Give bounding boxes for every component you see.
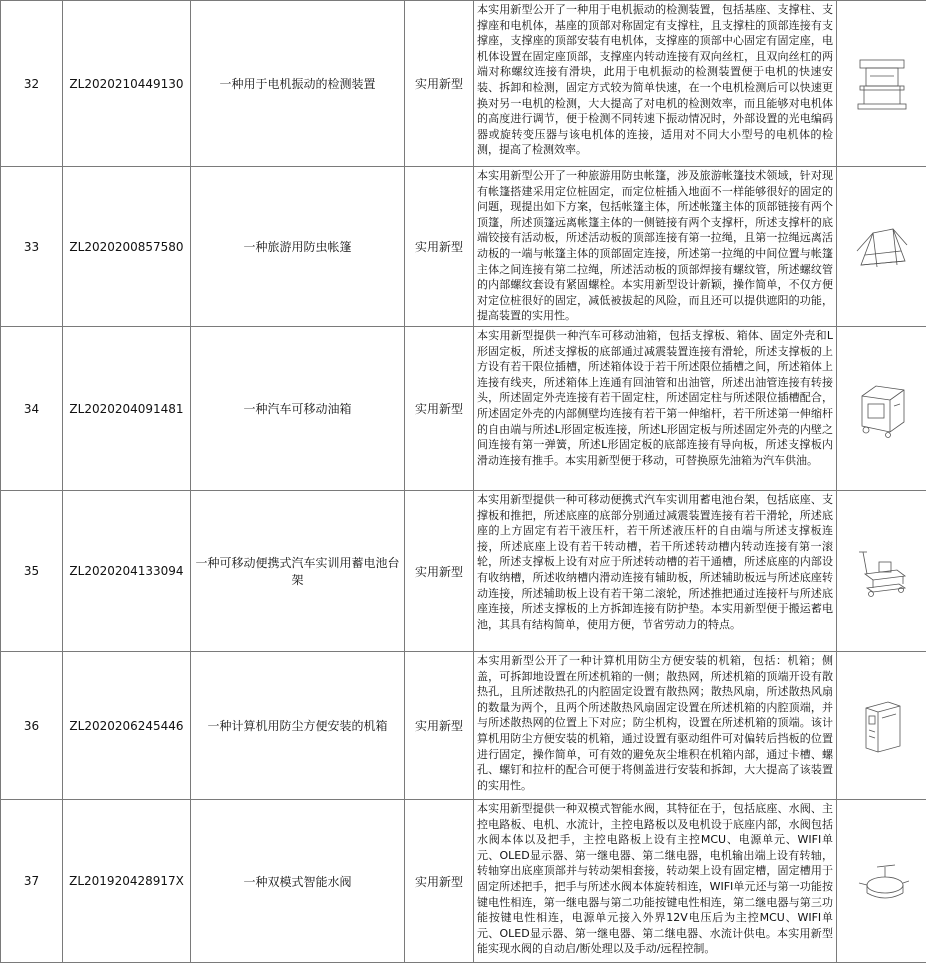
figure-cell bbox=[837, 652, 926, 800]
figure-cell bbox=[837, 1, 926, 167]
table-row bbox=[1, 800, 926, 963]
abstract-cell bbox=[474, 800, 837, 963]
motor-vibration-detector-drawing-icon bbox=[854, 54, 910, 114]
abstract-cell bbox=[474, 491, 837, 652]
patent-type: 实用新型 bbox=[405, 327, 474, 491]
patent-type: 实用新型 bbox=[405, 800, 474, 963]
smart-water-valve-drawing-icon bbox=[855, 859, 909, 903]
patent-number: ZL2020206245446 bbox=[63, 652, 191, 800]
battery-stand-drawing-icon bbox=[853, 544, 911, 598]
row-number: 35 bbox=[1, 491, 63, 652]
patent-name: 一种双模式智能水阀 bbox=[191, 800, 405, 963]
patent-number: ZL2020200857580 bbox=[63, 167, 191, 327]
figure-cell bbox=[837, 491, 926, 652]
patent-abstract: 本实用新型公开了一种计算机用防尘方便安装的机箱，包括：机箱；侧盖，可拆卸地设置在所述机箱的一侧；散热网，所述机箱的顶端开设有散热孔，且所述散热孔的内腔固定设置有散热网；散热风扇，所述散热风扇的数量为两个，且两个所述散热风扇固定设置在所述机箱的内腔顶端，并与所述散热网的位置上下对应；防尘机构，设置在所述机箱的顶端。该计算机用防尘方便安装的机箱，通过设置有驱动组件可对偏转后挡板的位置进行固定，操作简单，可有效的避免灰尘堆积在机箱内部，通过卡槽、螺孔、螺钉和拉杆的配合可便于将侧盖进行安装和拆卸，大大提高了该装置的实用性。 bbox=[474, 652, 836, 793]
patent-name: 一种用于电机振动的检测装置 bbox=[191, 1, 405, 167]
row-number: 37 bbox=[1, 800, 63, 963]
figure-cell bbox=[837, 167, 926, 327]
computer-case-drawing-icon bbox=[858, 698, 906, 754]
patent-abstract: 本实用新型提供一种双模式智能水阀，其特征在于，包括底座、水阀、主控电路板、电机、水流计，主控电路板以及电机设于底座内部，水阀包括水阀本体以及把手，主控电路板上设有主控MCU、电源单元、WIFI单元、OLED显示器、第一继电器、第二继电器，电机输出端上设有转轴，转轴穿出底座顶部并与转动架相套接，转动架上设有固定槽，固定槽用于固定所述把手，把手与所述水阀本体旋转相连，WIFI单元还与第一功能按键电性相连，第一继电器与第二功能按键电性相连，第二继电器与第三功能按键电性相连，电源单元接入外界12V电压后为主控MCU、WIFI单元、OLED显示器、第一继电器、第二继电器、水流计供电。本实用新型能实现水阀的自动启/断处理以及手动/远程控制。 bbox=[474, 800, 836, 957]
mobile-fuel-tank-drawing-icon bbox=[854, 380, 910, 438]
patent-type: 实用新型 bbox=[405, 1, 474, 167]
table-row bbox=[1, 327, 926, 491]
row-number: 36 bbox=[1, 652, 63, 800]
patent-number: ZL201920428917X bbox=[63, 800, 191, 963]
patent-name: 一种计算机用防尘方便安装的机箱 bbox=[191, 652, 405, 800]
table-row bbox=[1, 652, 926, 800]
patent-type: 实用新型 bbox=[405, 167, 474, 327]
table-row bbox=[1, 167, 926, 327]
table-row bbox=[1, 1, 926, 167]
tent-drawing-icon bbox=[853, 221, 911, 273]
abstract-cell bbox=[474, 652, 837, 800]
patent-type: 实用新型 bbox=[405, 491, 474, 652]
patent-type: 实用新型 bbox=[405, 652, 474, 800]
patent-number: ZL2020204091481 bbox=[63, 327, 191, 491]
figure-cell bbox=[837, 327, 926, 491]
patent-abstract: 本实用新型公开了一种旅游用防虫帐篷，涉及旅游帐篷技术领域，针对现有帐篷搭建采用定位桩固定，而定位桩插入地面不一样能够很好的固定的问题，现提出如下方案，包括帐篷主体，所述帐篷主体的顶部链接有两个顶篷，所述顶篷远离帐篷主体的一侧链接有两个支撑杆，所述支撑杆的底端铰接有活动板，所述活动板的顶部连接有第一拉绳，且第一拉绳远离活动板的一端与帐篷主体的顶部固定连接，所述第一拉绳的中间位置与帐篷主体之间连接有第二拉绳，所述活动板的顶部焊接有螺纹管，所述螺纹管的内部螺纹套设有紧固螺栓。本实用新型设计新颖，操作简单，不仅方便对定位桩很好的固定，减低被拔起的风险，而且还可以提供遮阳的功能，提高装置的实用性。 bbox=[474, 167, 836, 324]
row-number: 34 bbox=[1, 327, 63, 491]
figure-cell bbox=[837, 800, 926, 963]
abstract-cell bbox=[474, 1, 837, 167]
abstract-cell bbox=[474, 167, 837, 327]
abstract-cell bbox=[474, 327, 837, 491]
table-row bbox=[1, 491, 926, 652]
patent-abstract: 本实用新型提供一种可移动便携式汽车实训用蓄电池台架，包括底座、支撑板和推把，所述底座的底部分别通过减震装置连接有若干滑轮，所述底座的上方固定有若干液压杆，若干所述液压杆的自由端与所述支撑板连接，所述底座上设有若干转动槽，若干所述转动槽内转动连接有第一滚轮，所述支撑板上设有对应于所述转动槽的若干通槽，所述底座的内部设有收纳槽，所述收纳槽内滑动连接有辅助板，所述辅助板远与所述底座转动连接，所述辅助板上设有若干第二滚轮，所述推把通过连接杆与所述底座连接，所述支撑板的上方拆卸连接有防护垫。本实用新型便于搬运蓄电池，其具有结构简单，使用方便，节省劳动力的特点。 bbox=[474, 491, 836, 632]
patent-name: 一种汽车可移动油箱 bbox=[191, 327, 405, 491]
patent-abstract: 本实用新型公开了一种用于电机振动的检测装置，包括基座、支撑柱、支撑座和电机体，基座的顶部对称固定有支撑柱，且支撑柱的顶部连接有支撑座，支撑座的顶部安装有电机体，支撑座的顶部中心固定有固定座，电机体设置在固定座顶部，支撑座内转动连接有双向丝杠，且双向丝杠的两端对称螺纹连接有滑块，此用于电机振动的检测装置便于电机的快速安装、拆卸和检测，固定方式较为简单快速，在一个电机检测后可以快速更换对另一电机的检测，大大提高了对电机的检测效率，而且能够对电机体的高度进行调节，便于检测不同转速下振动情况时，外部设置的光电编码器或旋转变压器与该电机体的连接，适用对不同大小型号的电机体的检测，提高了检测效率。 bbox=[474, 1, 836, 158]
row-number: 32 bbox=[1, 1, 63, 167]
patent-name: 一种旅游用防虫帐篷 bbox=[191, 167, 405, 327]
patent-number: ZL2020210449130 bbox=[63, 1, 191, 167]
row-number: 33 bbox=[1, 167, 63, 327]
patent-number: ZL2020204133094 bbox=[63, 491, 191, 652]
patent-abstract: 本实用新型提供一种汽车可移动油箱，包括支撑板、箱体、固定外壳和L形固定板，所述支撑板的底部通过减震装置连接有滑轮，所述支撑板的上方设有若干限位插槽，所述箱体设于若干所述限位插槽之间，所述箱体上连接有线夹，所述箱体上连通有回油管和出油管，所述出油管连接有转接头，所述固定外壳连接有若干固定柱，所述固定柱与所述限位插槽配合，所述固定外壳的内部侧壁均连接有若干第一伸缩杆，若干所述第一伸缩杆的自由端与所述L形固定板连接，所述L形固定板与所述固定外壳的内壁之间连接有第一弹簧，所述L形固定板的底部连接有导向板，所述支撑板内滑动连接有推手。本实用新型便于移动，可替换原先油箱为汽车供油。 bbox=[474, 327, 836, 468]
patent-name: 一种可移动便携式汽车实训用蓄电池台架 bbox=[191, 491, 405, 652]
